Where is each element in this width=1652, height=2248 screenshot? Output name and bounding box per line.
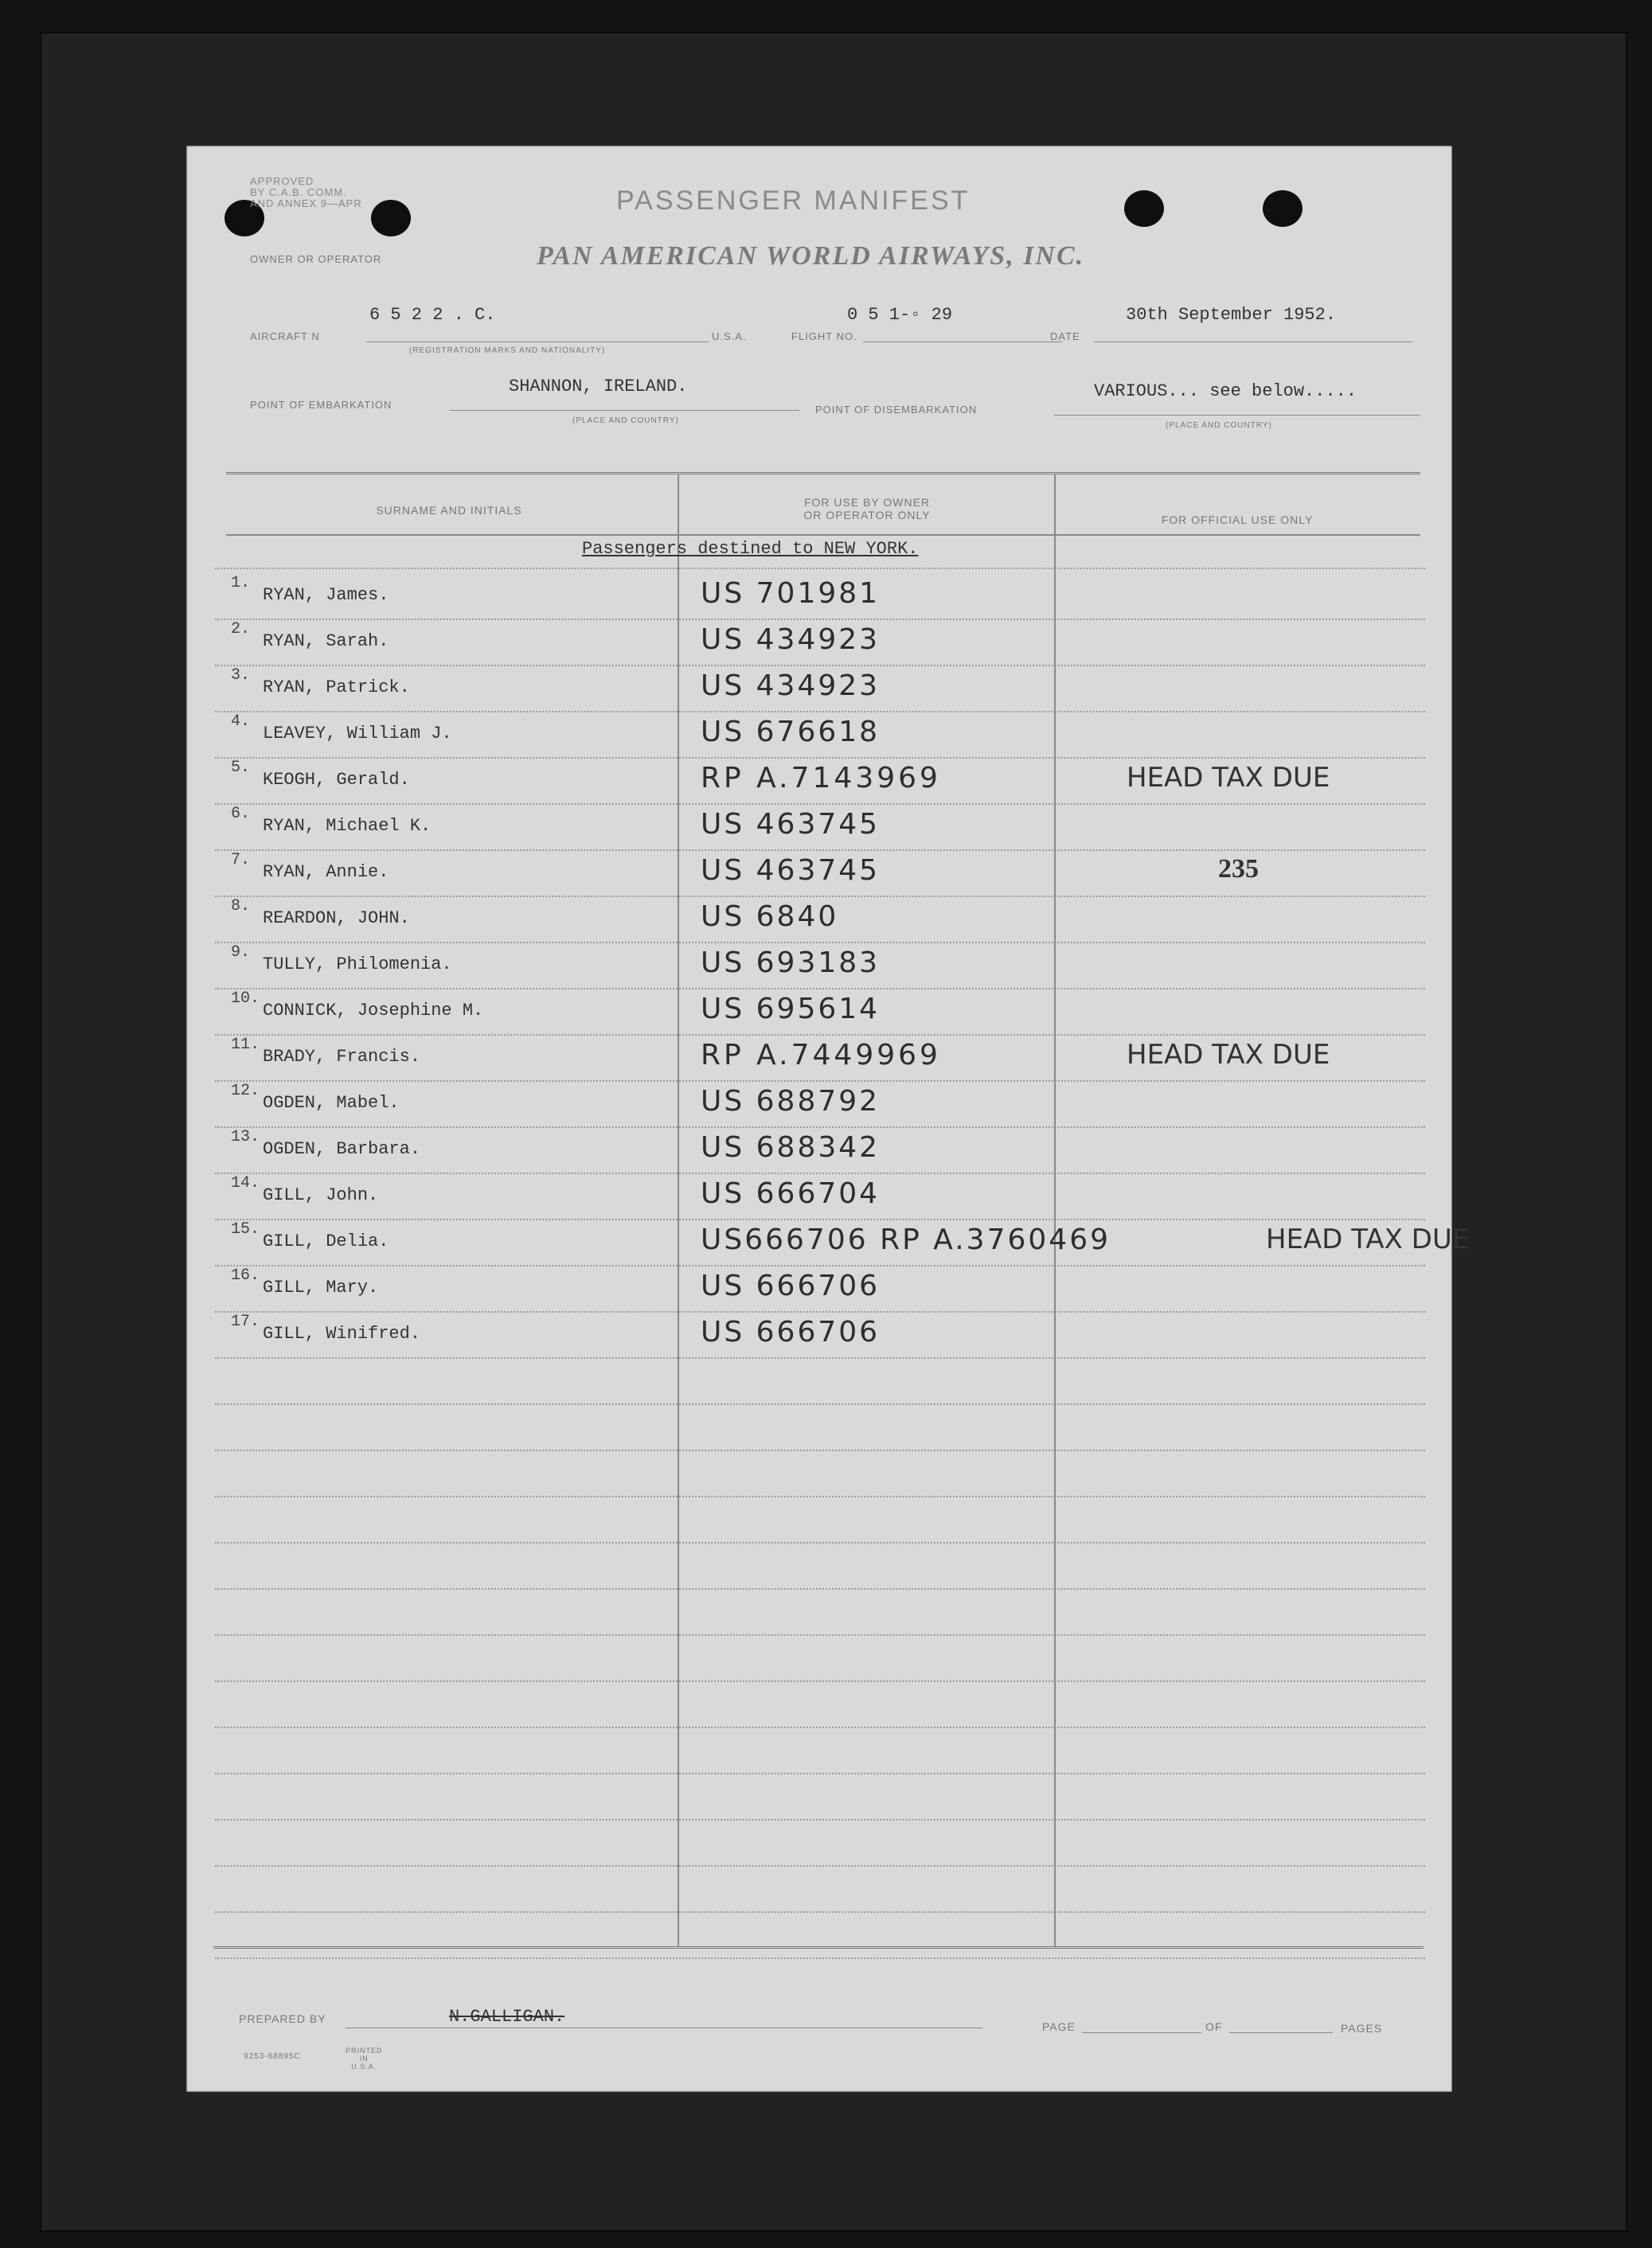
passenger-name: GILL, Mary. — [263, 1278, 379, 1298]
passenger-name: OGDEN, Barbara. — [263, 1139, 421, 1159]
date-underline — [1094, 341, 1412, 342]
prepared-by-label: PREPARED BY — [239, 2012, 326, 2025]
form-code: 9253-68895C — [244, 2052, 301, 2061]
passenger-name: OGDEN, Mabel. — [263, 1093, 400, 1113]
page-title: PASSENGER MANIFEST — [616, 185, 971, 216]
passenger-name: KEOGH, Gerald. — [263, 770, 410, 790]
table-row — [215, 1266, 1425, 1313]
passenger-name: RYAN, James. — [263, 585, 389, 605]
passport-number: US 666706 — [701, 1270, 881, 1302]
table-row — [215, 989, 1425, 1036]
of-label: OF — [1205, 2020, 1223, 2033]
usa-label: U.S.A. — [712, 330, 747, 342]
disembark-underline — [1054, 415, 1420, 416]
table-header-rule — [226, 534, 1420, 536]
empty-row — [215, 1451, 1425, 1497]
row-line — [215, 1957, 1425, 1959]
table-row — [215, 897, 1425, 943]
empty-row — [215, 1774, 1425, 1821]
flight-value: 0 5 1-◦ 29 — [847, 305, 953, 325]
column-header-official: FOR OFFICIAL USE ONLY — [1161, 513, 1314, 526]
empty-row — [215, 1867, 1425, 1913]
empty-row — [215, 1544, 1425, 1590]
passport-number: US 666706 — [701, 1316, 881, 1348]
empty-row — [215, 1821, 1425, 1867]
passenger-name: GILL, Winifred. — [263, 1324, 421, 1344]
passport-number: RP A.7143969 — [701, 762, 941, 794]
table-row — [215, 1174, 1425, 1220]
table-row — [215, 574, 1425, 620]
passport-number: US 688792 — [701, 1085, 881, 1118]
passenger-number: 7. — [231, 851, 251, 869]
prepared-underline — [346, 2027, 982, 2028]
embark-place-note: (PLACE AND COUNTRY) — [572, 416, 679, 425]
passenger-number: 8. — [231, 897, 251, 915]
punch-hole — [1124, 190, 1164, 227]
passenger-name: GILL, John. — [263, 1185, 379, 1205]
embark-value: SHANNON, IRELAND. — [509, 377, 688, 396]
passenger-name: RYAN, Sarah. — [263, 631, 389, 651]
empty-row — [215, 1405, 1425, 1451]
passenger-name: REARDON, JOHN. — [263, 908, 410, 928]
passport-number: US666706 RP A.3760469 — [701, 1224, 1111, 1256]
passport-number: US 695614 — [701, 993, 881, 1025]
table-row — [215, 1128, 1425, 1174]
table-row — [215, 943, 1425, 989]
passenger-name: CONNICK, Josephine M. — [263, 1001, 484, 1021]
passenger-number: 6. — [231, 805, 251, 823]
passenger-name: LEAVEY, William J. — [263, 724, 452, 743]
passenger-name: RYAN, Patrick. — [263, 677, 410, 697]
approved-stamp: APPROVED BY C.A.B. COMM. AND ANNEX 9—APR — [250, 175, 362, 209]
passport-number: US 434923 — [701, 669, 881, 702]
passport-number: US 666704 — [701, 1177, 881, 1210]
passport-number: US 676618 — [701, 716, 881, 748]
table-row — [215, 620, 1425, 666]
passport-number: US 463745 — [701, 808, 881, 841]
passenger-number: 1. — [231, 574, 251, 592]
table-row — [215, 851, 1425, 897]
row-line — [215, 568, 1425, 569]
prepared-by-value: N.GALLIGAN. — [449, 2007, 565, 2027]
flight-underline — [863, 341, 1062, 342]
printed-in-usa: PRINTED IN U.S.A. — [346, 2047, 383, 2070]
passport-number: US 688342 — [701, 1131, 881, 1164]
passenger-number: 2. — [231, 620, 251, 638]
punch-hole — [371, 200, 411, 236]
of-underline — [1229, 2032, 1333, 2033]
owner-label: OWNER OR OPERATOR — [250, 253, 382, 265]
passenger-number: 15. — [231, 1220, 260, 1239]
empty-row — [215, 1728, 1425, 1774]
table-row — [215, 759, 1425, 805]
embark-label: POINT OF EMBARKATION — [250, 399, 392, 411]
pages-label: PAGES — [1341, 2022, 1383, 2035]
aircraft-label: AIRCRAFT N — [250, 330, 320, 342]
passenger-number: 16. — [231, 1266, 260, 1285]
manifest-page — [186, 146, 1470, 2092]
table-top-rule — [226, 472, 1420, 474]
empty-row — [215, 1497, 1425, 1544]
aircraft-underline — [366, 341, 709, 342]
passenger-name: GILL, Delia. — [263, 1231, 389, 1251]
passenger-number: 12. — [231, 1082, 260, 1100]
passport-number: US 6840 — [701, 900, 839, 933]
passenger-number: 14. — [231, 1174, 260, 1192]
table-row — [215, 1313, 1425, 1359]
passenger-number: 13. — [231, 1128, 260, 1146]
table-row — [215, 712, 1425, 759]
table-row — [215, 666, 1425, 712]
disembark-label: POINT OF DISEMBARKATION — [815, 404, 978, 416]
passport-number: US 693183 — [701, 946, 881, 979]
flight-label: FLIGHT NO. — [791, 330, 857, 342]
passenger-number: 4. — [231, 712, 251, 731]
page-label: PAGE — [1042, 2020, 1076, 2033]
table-row — [215, 1036, 1425, 1082]
empty-row — [215, 1913, 1425, 1959]
passenger-name: TULLY, Philomenia. — [263, 954, 452, 974]
date-value: 30th September 1952. — [1126, 305, 1337, 325]
official-note: 235 — [1218, 854, 1259, 884]
passport-number: US 463745 — [701, 854, 881, 887]
page-underline — [1082, 2032, 1201, 2033]
registration-note: (REGISTRATION MARKS AND NATIONALITY) — [409, 346, 606, 355]
section-heading: Passengers destined to NEW YORK. — [582, 539, 919, 559]
passenger-name: BRADY, Francis. — [263, 1047, 421, 1067]
table-row — [215, 805, 1425, 851]
passport-number: RP A.7449969 — [701, 1039, 941, 1071]
table-row — [215, 1220, 1470, 1266]
column-header-owner-use: FOR USE BY OWNER OR OPERATOR ONLY — [803, 496, 931, 521]
passenger-name: RYAN, Michael K. — [263, 816, 432, 836]
passenger-number: 10. — [231, 989, 260, 1008]
date-label: DATE — [1050, 330, 1080, 342]
passenger-number: 5. — [231, 759, 251, 777]
passport-number: US 701981 — [701, 577, 881, 610]
official-note: HEAD TAX DUE — [1127, 762, 1330, 794]
empty-row — [215, 1359, 1425, 1405]
empty-row — [215, 1636, 1425, 1682]
passenger-number: 17. — [231, 1313, 260, 1331]
passenger-number: 11. — [231, 1036, 260, 1054]
passenger-number: 3. — [231, 666, 251, 685]
passport-number: US 434923 — [701, 623, 881, 656]
empty-row — [215, 1682, 1425, 1728]
disembark-place-note: (PLACE AND COUNTRY) — [1166, 421, 1272, 430]
column-header-surname: SURNAME AND INITIALS — [376, 504, 522, 517]
aircraft-value: 6 5 2 2 . C. — [369, 305, 496, 325]
passenger-number: 9. — [231, 943, 251, 962]
table-row — [215, 1082, 1425, 1128]
airline-name: PAN AMERICAN WORLD AIRWAYS, INC. — [537, 241, 1085, 271]
embark-underline — [449, 410, 799, 411]
official-note: HEAD TAX DUE — [1266, 1224, 1470, 1255]
empty-row — [215, 1590, 1425, 1636]
punch-hole — [1263, 190, 1302, 227]
official-note: HEAD TAX DUE — [1127, 1039, 1330, 1071]
passenger-name: RYAN, Annie. — [263, 862, 389, 882]
disembark-value: VARIOUS... see below..... — [1094, 381, 1357, 401]
